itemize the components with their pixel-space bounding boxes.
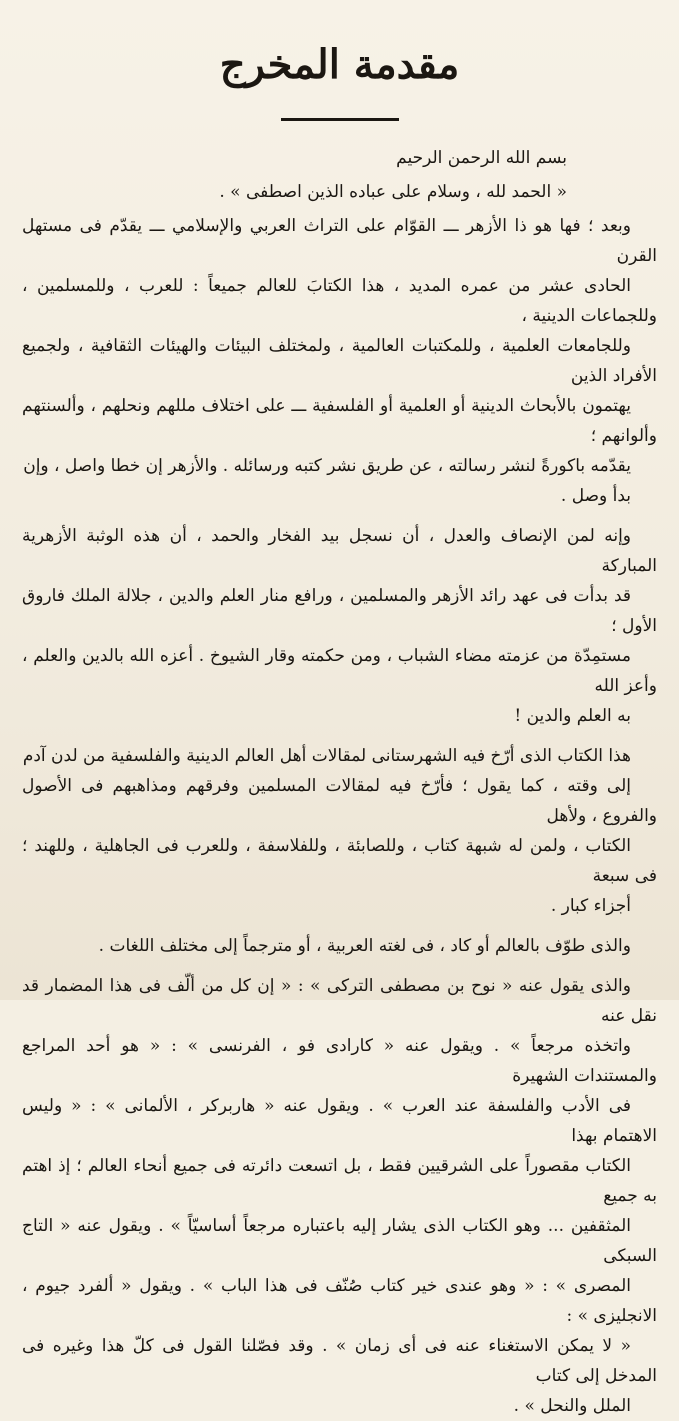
paragraph-p3 <box>22 741 657 921</box>
text-line: الملل والنحل » . <box>513 1396 631 1416</box>
text-line: الكتاب مقصوراً على الشرقيين فقط ، بل اتسعت دائرته فى جميع أنحاء العالم ؛ إذ اهتم به جميع <box>22 1156 657 1206</box>
text-line: الحادى عشر من عمره المديد ، هذا الكتابَ للعالم جميعاً : للعرب ، وللمسلمين ، وللجماعات الدينية ، <box>22 276 657 326</box>
page-body <box>22 143 657 1421</box>
text-line: هذا الكتاب الذى أرّخ فيه الشهرستانى لمقالات أهل العالم الدينية والفلسفية من لدن آدم <box>22 746 631 766</box>
text-line: والذى يقول عنه « نوح بن مصطفى التركى » : « إن كل من ألّف فى هذا المضمار قد نقل عنه <box>22 976 657 1026</box>
text-line: المصرى » : « وهو عندى خير كتاب صُنّف فى هذا الباب » . ويقول « ألفرد جيوم ، الانجليزى » : <box>22 1276 657 1326</box>
text-line: أجزاء كبار . <box>550 896 631 916</box>
text-line: « لا يمكن الاستغناء عنه فى أى زمان » . وقد فصّلنا القول فى كلّ هذا وغيره فى المدخل إلى كتاب <box>22 1336 657 1386</box>
text-line: وبعد ؛ فها هو ذا الأزهر ـــ القوّام على التراث العربي والإسلامي ـــ يقدّم فى مستهل القرن <box>22 216 657 266</box>
paragraph-p5 <box>22 971 657 1421</box>
text-line: فى الأدب والفلسفة عند العرب » . ويقول عنه « هاربركر ، الألمانى » : « وليس الاهتمام بهذا <box>22 1096 657 1146</box>
text-line: واتخذه مرجعاً » . ويقول عنه « كارادى فو ، الفرنسى » : « هو أحد المراجع والمستندات الشهيرة <box>22 1036 657 1086</box>
text-line: بدأ وصل . <box>560 486 631 506</box>
text-line: وإنه لمن الإنصاف والعدل ، أن نسجل بيد الفخار والحمد ، أن هذه الوثبة الأزهرية المباركة <box>22 526 657 576</box>
title-divider <box>281 118 399 121</box>
text-line: وللجامعات العلمية ، وللمكتبات العالمية ، ولمختلف البيئات والهيئات الثقافية ، ولجميع الأفراد الذين <box>22 336 657 386</box>
page-title: مقدمة المخرج <box>219 41 460 88</box>
text-line: إلى وقته ، كما يقول ؛ فأرّخ فيه لمقالات المسلمين وفرقهم ومذاهبهم فى الأصول والفروع ، ولأهل <box>22 776 657 826</box>
paragraph-hamd <box>22 177 657 207</box>
text-line: والذى طوّف بالعالم أو كاد ، فى لغته العربية ، أو مترجماً إلى مختلف اللغات . <box>98 936 631 956</box>
text-line: بسم الله الرحمن الرحيم <box>396 148 567 168</box>
paragraph-basmala <box>22 143 657 173</box>
text-line: « الحمد لله ، وسلام على عباده الذين اصطفى » . <box>219 182 567 202</box>
paragraph-p1 <box>22 211 657 511</box>
text-line: يهتمون بالأبحاث الدينية أو العلمية أو الفلسفية ـــ على اختلاف مللهم ونحلهم ، وألسنتهم وألوانهم ؛ <box>22 396 657 446</box>
paragraph-p2 <box>22 521 657 731</box>
paragraph-p4 <box>22 931 657 961</box>
text-line: مستمِدّة من عزمته مضاء الشباب ، ومن حكمته وقار الشيوخ . أعزه الله بالدين والعلم ، وأعز الله <box>22 646 657 696</box>
text-line: به العلم والدين ! <box>514 706 631 726</box>
text-line: يقدّمه باكورةً لنشر رسالته ، عن طريق نشر كتبه ورسائله . والأزهر إن خطا واصل ، وإن <box>23 456 631 476</box>
text-line: المثقفين ... وهو الكتاب الذى يشار إليه باعتباره مرجعاً أساسيّاً » . ويقول عنه « التاج السبكى <box>22 1216 657 1266</box>
text-line: الكتاب ، ولمن له شبهة كتاب ، وللصابئة ، وللفلاسفة ، وللعرب فى الجاهلية ، وللهند ؛ فى سبعة <box>22 836 657 886</box>
text-line: قد بدأت فى عهد رائد الأزهر والمسلمين ، ورافع منار العلم والدين ، جلالة الملك فاروق الأول ؛ <box>22 586 657 636</box>
